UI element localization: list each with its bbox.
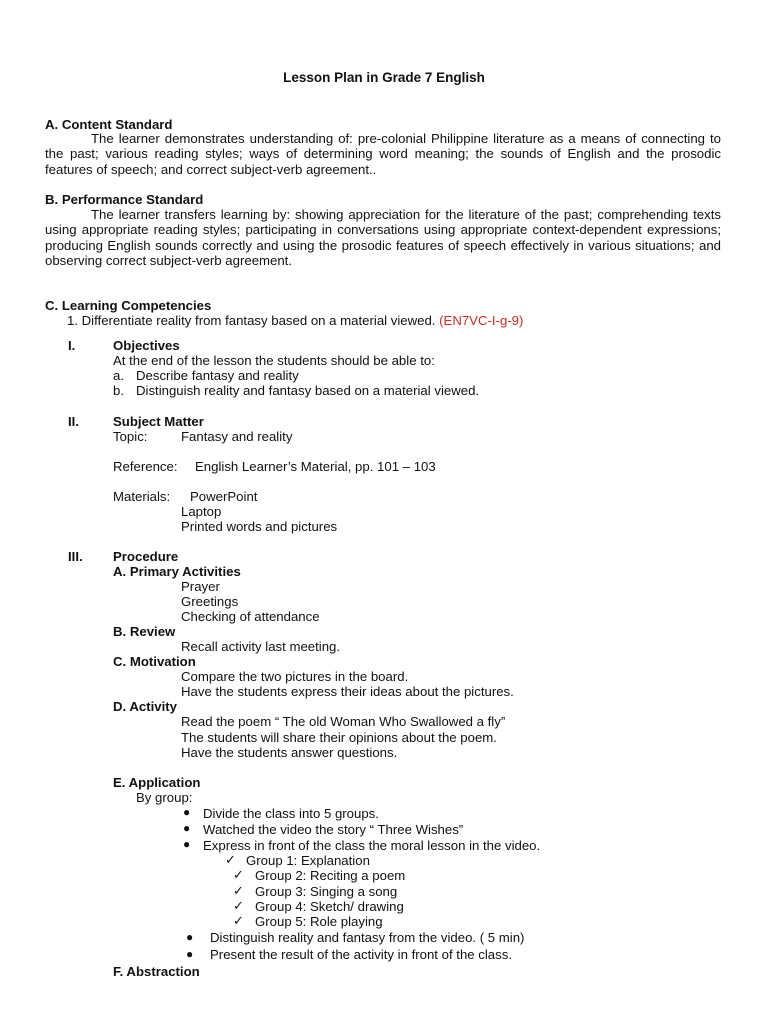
material-item: PowerPoint xyxy=(190,489,258,504)
primary-activity-item: Checking of attendance xyxy=(181,609,320,624)
group-item: Group 2: Reciting a poem xyxy=(255,868,406,883)
content-standard-heading: A. Content Standard xyxy=(45,117,173,132)
checkmark-icon: ✓ xyxy=(233,867,244,882)
competency-item xyxy=(67,313,523,328)
objective-marker-a: a. xyxy=(113,368,124,383)
objective-marker-b: b. xyxy=(113,383,124,398)
material-item: Printed words and pictures xyxy=(181,519,338,534)
review-item: Recall activity last meeting. xyxy=(181,639,341,654)
objective-item-a: Describe fantasy and reality xyxy=(136,368,299,383)
reference-value: English Learner’s Material, pp. 101 – 103 xyxy=(195,459,436,474)
activity-item: The students will share their opinions about the poem. xyxy=(181,730,497,745)
application-bullet: Divide the class into 5 groups. xyxy=(203,806,379,821)
topic-label: Topic: xyxy=(113,429,148,444)
motivation-heading: C. Motivation xyxy=(113,654,196,669)
objectives-intro: At the end of the lesson the students should be able to: xyxy=(113,353,435,368)
material-item: Laptop xyxy=(181,504,222,519)
group-item: Group 1: Explanation xyxy=(246,853,370,868)
bullet-icon: ● xyxy=(183,821,191,835)
learning-competencies-heading: C. Learning Competencies xyxy=(45,298,212,313)
materials-label: Materials: xyxy=(113,489,171,504)
bullet-icon: ● xyxy=(183,805,191,819)
topic-value: Fantasy and reality xyxy=(181,429,293,444)
checkmark-icon: ✓ xyxy=(233,913,244,928)
document-title: Lesson Plan in Grade 7 English xyxy=(283,70,485,85)
application-bullet: Watched the video the story “ Three Wishes” xyxy=(203,822,464,837)
group-item: Group 3: Singing a song xyxy=(255,884,398,899)
performance-standard-heading: B. Performance Standard xyxy=(45,192,204,207)
checkmark-icon: ✓ xyxy=(233,883,244,898)
objective-item-b: Distinguish reality and fantasy based on a material viewed. xyxy=(136,383,480,398)
primary-activity-item: Greetings xyxy=(181,594,239,609)
activity-item: Have the students answer questions. xyxy=(181,745,398,760)
motivation-item: Have the students express their ideas about the pictures. xyxy=(181,684,514,699)
review-heading: B. Review xyxy=(113,624,176,639)
objectives-heading: Objectives xyxy=(113,338,180,353)
application-intro: By group: xyxy=(136,790,193,805)
bullet-icon: ● xyxy=(186,930,194,944)
group-item: Group 4: Sketch/ drawing xyxy=(255,899,404,914)
subject-matter-numeral: II. xyxy=(68,414,79,429)
competency-text: 1. Differentiate reality from fantasy based on a material viewed. xyxy=(67,313,436,328)
motivation-item: Compare the two pictures in the board. xyxy=(181,669,409,684)
objectives-numeral: I. xyxy=(68,338,76,353)
performance-standard-text: The learner transfers learning by: showing appreciation for the literature of the past; comprehending texts using appropriate reading styles; participating in conversations using appropriate context-dependent expressions; producing English sounds correctly and using the prosodic features of speech effectively in various situations; and observing correct subject-verb agreement. xyxy=(45,207,721,268)
checkmark-icon: ✓ xyxy=(225,852,236,867)
activity-item: Read the poem “ The old Woman Who Swallowed a fly” xyxy=(181,714,506,729)
procedure-heading: Procedure xyxy=(113,549,179,564)
group-item: Group 5: Role playing xyxy=(255,914,383,929)
abstraction-heading: F. Abstraction xyxy=(113,964,200,979)
competency-code: (EN7VC-I-g-9) xyxy=(439,313,524,328)
primary-activity-item: Prayer xyxy=(181,579,220,594)
bullet-icon: ● xyxy=(186,947,194,961)
subject-matter-heading: Subject Matter xyxy=(113,414,204,429)
bullet-icon: ● xyxy=(183,837,191,851)
primary-activities-heading: A. Primary Activities xyxy=(113,564,241,579)
reference-label: Reference: xyxy=(113,459,178,474)
application-heading: E. Application xyxy=(113,775,201,790)
content-standard-text: The learner demonstrates understanding of: pre-colonial Philippine literature as a means of connecting to the past; various reading styles; ways of determining word meaning; the sounds of English and the prosodic features of speech; and correct subject-verb agreement.. xyxy=(45,131,721,177)
activity-heading: D. Activity xyxy=(113,699,177,714)
procedure-numeral: III. xyxy=(68,549,83,564)
application-bullet-after: Distinguish reality and fantasy from the video. ( 5 min) xyxy=(210,930,525,945)
application-bullet: Express in front of the class the moral lesson in the video. xyxy=(203,838,541,853)
checkmark-icon: ✓ xyxy=(233,898,244,913)
application-bullet-after: Present the result of the activity in front of the class. xyxy=(210,947,512,962)
